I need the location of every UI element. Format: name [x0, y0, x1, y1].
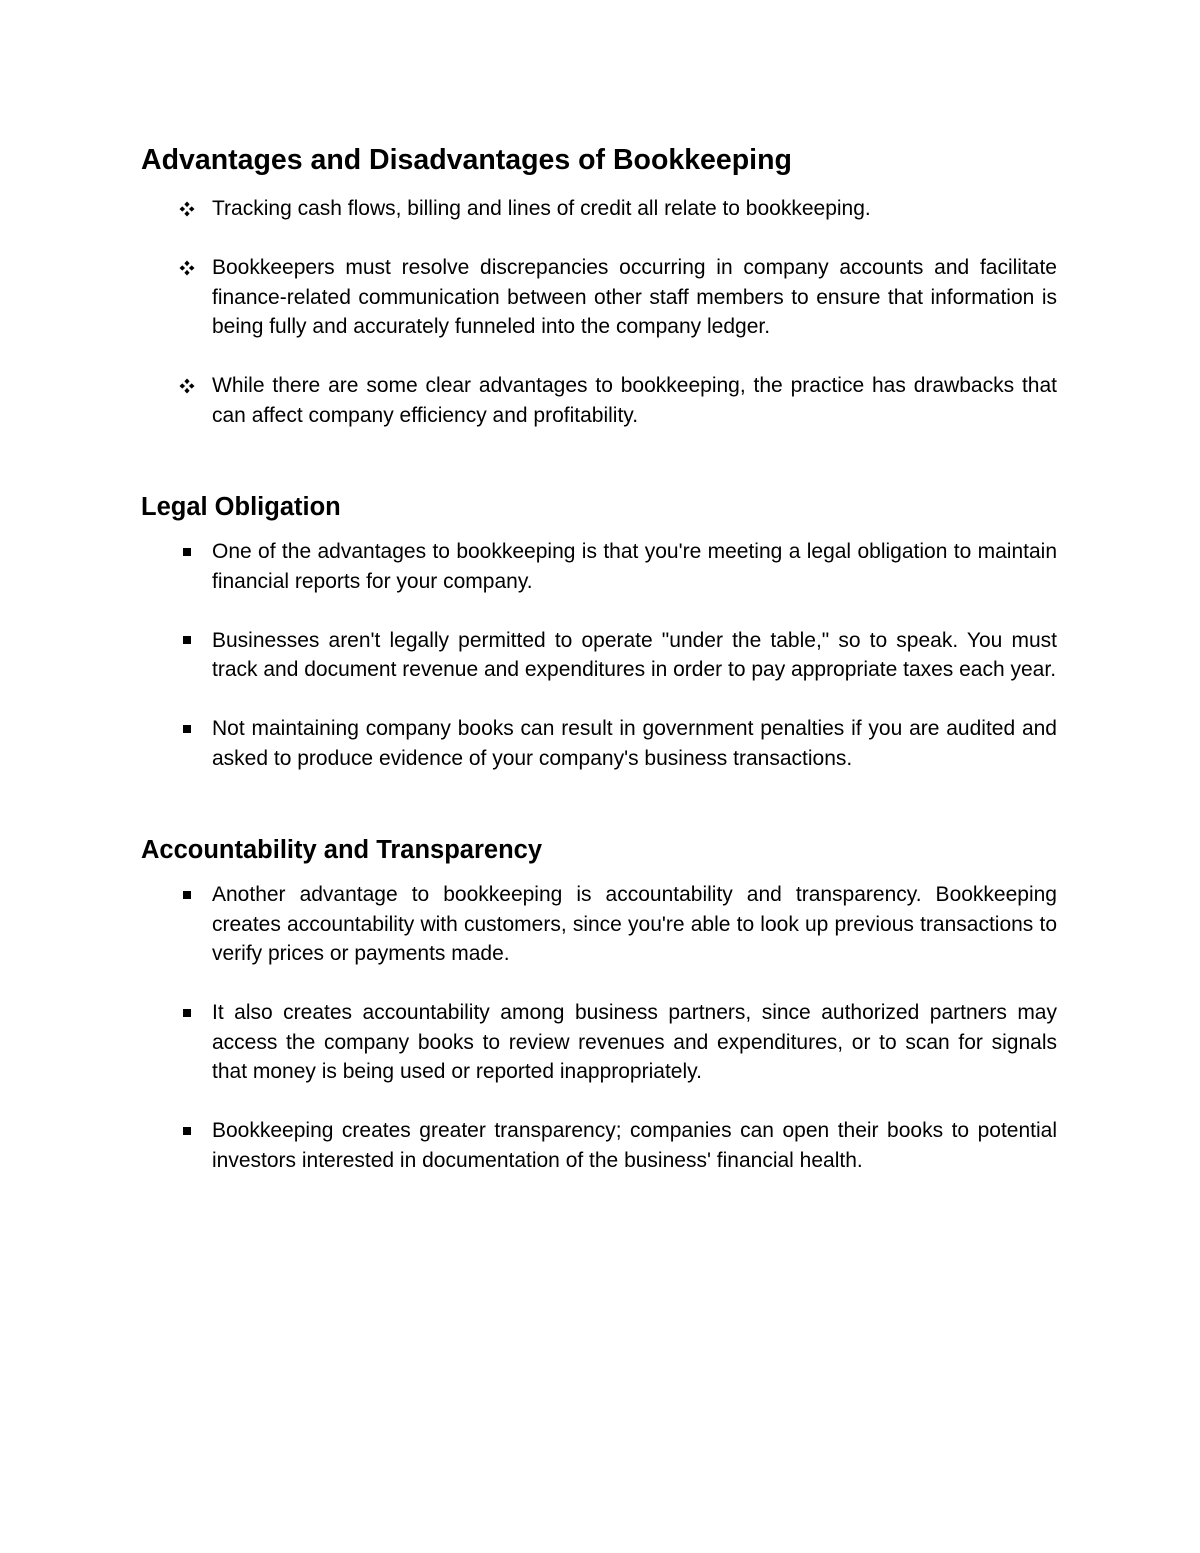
list-item [141, 998, 1057, 1087]
section-heading-accountability-transparency: Accountability and Transparency [141, 836, 543, 864]
four-diamond-bullet-icon [177, 253, 197, 283]
bullet-text: One of the advantages to bookkeeping is that you're meeting a legal obligation to maintain financial reports for your company. [212, 540, 1057, 593]
bullet-text: Not maintaining company books can result in government penalties if you are audited and asked to produce evidence of your company's business transactions. [212, 717, 1057, 770]
bullet-text: Businesses aren't legally permitted to operate "under the table," so to speak. You must track and document revenue and expenditures in order to pay appropriate taxes each year. [212, 628, 1057, 681]
bullet-text: Another advantage to bookkeeping is accountability and transparency. Bookkeeping creates accountability with customers, since you're able to look up previous transactions to verify prices or payments made. [212, 883, 1057, 965]
bullet-text: It also creates accountability among business partners, since authorized partners may access the company books to review revenues and expenditures, or to scan for signals that money is being used or reported inappropriately. [212, 1001, 1057, 1083]
list-item [141, 1116, 1057, 1175]
square-bullet-icon [177, 998, 197, 1028]
list-item [141, 253, 1057, 342]
list-item [141, 194, 1057, 224]
legal-obligation-bullet-list [141, 537, 1057, 773]
square-bullet-icon [177, 880, 197, 910]
bullet-text: Bookkeeping creates greater transparency; companies can open their books to potential investors interested in documentation of the business' financial health. [212, 1119, 1057, 1172]
list-item [141, 714, 1057, 773]
bullet-text: While there are some clear advantages to bookkeeping, the practice has drawbacks that can affect company efficiency and profitability. [212, 374, 1057, 427]
bullet-text: Tracking cash flows, billing and lines of credit all relate to bookkeeping. [212, 197, 871, 220]
four-diamond-bullet-icon [177, 371, 197, 401]
list-item [141, 537, 1057, 596]
list-item [141, 371, 1057, 430]
four-diamond-bullet-icon [177, 194, 197, 224]
square-bullet-icon [177, 626, 197, 656]
list-item [141, 626, 1057, 685]
square-bullet-icon [177, 1116, 197, 1146]
section-heading-legal-obligation: Legal Obligation [141, 493, 341, 521]
document-body [141, 140, 1057, 1175]
intro-bullet-list [141, 194, 1057, 430]
document-title: Advantages and Disadvantages of Bookkeeping [141, 144, 792, 176]
list-item [141, 880, 1057, 969]
accountability-bullet-list [141, 880, 1057, 1175]
square-bullet-icon [177, 714, 197, 744]
bullet-text: Bookkeepers must resolve discrepancies occurring in company accounts and facilitate finance-related communication between other staff members to ensure that information is being fully and accurately funneled into the company ledger. [212, 256, 1057, 338]
square-bullet-icon [177, 537, 197, 567]
